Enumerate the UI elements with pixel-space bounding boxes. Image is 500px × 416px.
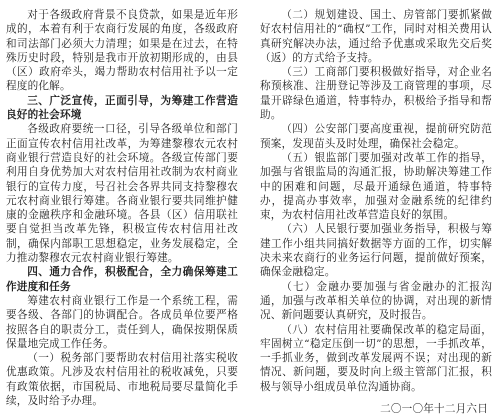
paragraph: （六）人民银行要加强业务指导，积极与筹建工作小组共同搞好数据等方面的工作，切实解决未来农商行的业务运行问题，提前做好预案，确保金融稳定。: [260, 223, 492, 279]
left-column: [6, 8, 238, 408]
paragraph: 对于各级政府背景不良贷款，如果是近年形成的，本着有利于农商行发展的角度，各级政府和司法部门必须大力清理；如果是在过去，在特殊历史时段，特别是我市开放初期形成的，由县（区）政府牵头，竭力帮助农村信用社予以一定程度的化解。: [6, 9, 238, 93]
document-date: 二〇一〇年十二月六日: [380, 403, 488, 416]
paragraph: 各级政府要统一口径，引导各级单位和部门正面宣传农村信用社改革，为筹建黎穆农元农村商业银行营造良好的社会环境。各级宣传部门要利用自身优势加大对农村信用社改制为农村商业银行的宣传力度，号召社会各界共同支持黎穆农元农村商业银行筹建。各商业银行要共同维护健康的金融秩序和金融环境。各县（区）信用联社要自觉担当改革先锋，积极宣传农村信用社改制，确保内部职工思想稳定，业务发展稳定，全力推动黎穆农元农村商业银行筹建。: [6, 123, 238, 265]
right-column: [260, 8, 492, 416]
section-heading-4: 四、通力合作，积极配合，全力确保筹建工作进度和任务: [6, 266, 238, 293]
paragraph: （五）银监部门要加强对改革工作的指导，加强与省银监局的沟通汇报，协助解决筹建工作中的困难和问题，尽最开通绿色通道，特事特办，提高办事效率，加强对金融系统的纪律约束，为农村信用社改革营造良好的氛围。: [260, 151, 492, 222]
section-heading-3: 三、广泛宣传，正面引导，为筹建工作营造良好的社会环境: [6, 94, 238, 122]
paragraph: （七）金融办要加强与省金融办的汇报沟通，加强与改革相关单位的协调，对出现的新情况、新问题要认真研究，及时报告。: [260, 280, 492, 322]
paragraph: （二）规划建设、国土、房管部门要抓紧做好农村信用社的“确权”工作，同时对相关费用认真研究解决办法，通过给予优惠或采取先交后奖（返）的方式给予支持。: [260, 9, 492, 64]
paragraph: （八）农村信用社要确保改革的稳定局面，牢固树立“稳定压倒一切”的思想，一手抓改革，一手抓业务，做到改革发展两不误；对出现的新情况、新问题，要及时向上级主管部门汇报，积极与领导小组成员单位沟通协商。: [260, 323, 492, 393]
paragraph: （四）公安部门要高度重视，提前研究防范预案，发现苗头及时处理，确保社会稳定。: [260, 123, 492, 150]
paragraph: 筹建农村商业银行工作是一个系统工程，需要各级、各部门的协调配合。各成员单位要严格按照各自的职责分工，责任到人，确保按期保质保量地完成工作任务。: [6, 294, 238, 350]
paragraph: （三）工商部门要积极做好指导，对企业名称预核准、注册登记等涉及工商管理的事项，尽量开辟绿色通道，特事特办，积极给予指导和帮助。: [260, 66, 492, 122]
paragraph: （一）税务部门要帮助农村信用社落实税收优惠政策。凡涉及农村信用社的税收减免，只要有政策依据，市国税局、市地税局要尽量简化手续，及时给予办理。: [6, 352, 238, 408]
